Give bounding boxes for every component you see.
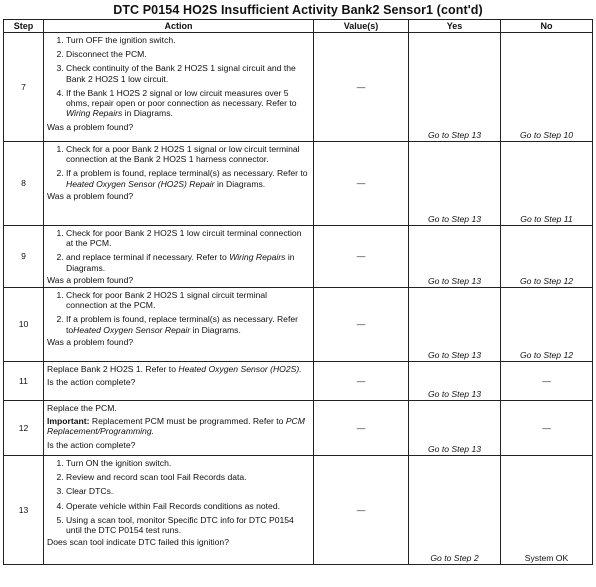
diagnostic-table (3, 19, 593, 565)
action-item: 5. Using a scan tool, monitor Specific DTC info for DTC P0154 until the DTC P0154 test runs. (66, 515, 310, 535)
page-title: DTC P0154 HO2S Insufficient Activity Bank2 Sensor1 (cont'd) (113, 3, 483, 17)
no-cell[interactable]: System OK (501, 456, 593, 565)
reference-link[interactable]: Heated Oxygen Sensor (HO2S) Repair (66, 178, 215, 189)
reference-link[interactable]: PCM Replacement/Programming. (47, 416, 305, 437)
action-cell (44, 401, 314, 456)
step-number: 9 (4, 226, 44, 288)
action-item: 3. Check continuity of the Bank 2 HO2S 1 signal circuit and the Bank 2 HO2S 1 low circuit. (66, 63, 310, 83)
action-cell (44, 362, 314, 401)
action-item (66, 88, 310, 119)
question: Was a problem found? (47, 190, 134, 201)
yes-cell[interactable]: Go to Step 13 (409, 226, 501, 288)
action-item: 3. Clear DTCs. (66, 486, 310, 496)
header-no: No (501, 20, 593, 33)
action-text: If a problem is found, replace terminal(s) as necessary. Refer to (66, 314, 298, 335)
no-cell: — (501, 401, 593, 456)
action-list (47, 35, 310, 118)
table-row (4, 288, 593, 362)
action-cell (44, 456, 314, 565)
header-step: Step (4, 20, 44, 33)
table-row (4, 142, 593, 226)
no-cell[interactable]: Go to Step 12 (501, 226, 593, 288)
important-label: Important: (47, 416, 90, 427)
question: Was a problem found? (47, 122, 134, 133)
step-number: 12 (4, 401, 44, 456)
action-text: If a problem is found, replace terminal(s) as necessary. Refer to (66, 168, 308, 179)
table-row (4, 401, 593, 456)
value-cell: — (314, 142, 409, 226)
action-cell (44, 142, 314, 226)
action-list (47, 458, 310, 535)
step-number: 11 (4, 362, 44, 401)
header-values: Value(s) (314, 20, 409, 33)
question: Was a problem found? (47, 274, 134, 285)
header-action: Action (44, 20, 314, 33)
action-item (66, 168, 310, 188)
action-item (66, 314, 310, 334)
action-text: and replace terminal if necessary. Refer to (66, 252, 230, 263)
action-item: 2. Disconnect the PCM. (66, 49, 310, 59)
reference-link[interactable]: Heated Oxygen Sensor (HO2S). (178, 364, 302, 374)
header-yes: Yes (409, 20, 501, 33)
action-item: 2. Review and record scan tool Fail Records data. (66, 472, 310, 482)
action-cell (44, 33, 314, 142)
action-item: 1. Turn ON the ignition switch. (66, 458, 310, 468)
action-item (66, 252, 310, 272)
no-cell: — (501, 362, 593, 401)
question: Is the action complete? (47, 377, 136, 388)
action-text: If the Bank 1 HO2S 2 signal or low circuit measures over 5 ohms, repair open or poor connection as necessary. Refer to (66, 87, 297, 109)
no-cell[interactable]: Go to Step 12 (501, 288, 593, 362)
action-text: in Diagrams. (122, 108, 173, 119)
yes-cell[interactable]: Go to Step 2 (409, 456, 501, 565)
yes-cell[interactable]: Go to Step 13 (409, 401, 501, 456)
action-item: 1. Check for poor Bank 2 HO2S 1 low circuit terminal connection at the PCM. (66, 228, 310, 248)
action-item: 1. Turn OFF the ignition switch. (66, 35, 310, 45)
value-cell: — (314, 288, 409, 362)
table-header (4, 20, 593, 33)
reference-link[interactable]: Wiring Repairs (66, 108, 123, 119)
yes-cell[interactable]: Go to Step 13 (409, 33, 501, 142)
reference-link[interactable]: Wiring Repairs (229, 252, 286, 263)
action-item: Replace the PCM. (47, 403, 117, 413)
no-cell[interactable]: Go to Step 11 (501, 142, 593, 226)
value-cell: — (314, 401, 409, 456)
table-row (4, 33, 593, 142)
value-cell: — (314, 33, 409, 142)
table-row (4, 456, 593, 565)
action-text: in Diagrams. (190, 324, 241, 335)
action-text: in Diagrams. (214, 178, 266, 189)
question: Is the action complete? (47, 439, 136, 450)
action-cell (44, 226, 314, 288)
table-row (4, 362, 593, 401)
action-list (47, 144, 310, 189)
step-number: 13 (4, 456, 44, 565)
value-cell: — (314, 226, 409, 288)
action-list (47, 290, 310, 335)
action-item: 1. Check for a poor Bank 2 HO2S 1 signal or low circuit terminal connection at the Bank 2 HO2S 1 harness connector. (66, 144, 310, 164)
no-cell[interactable]: Go to Step 10 (501, 33, 593, 142)
action-text: in Diagrams. (66, 252, 295, 273)
yes-cell[interactable]: Go to Step 13 (409, 142, 501, 226)
action-item: 4. Operate vehicle within Fail Records conditions as noted. (66, 501, 310, 511)
value-cell: — (314, 456, 409, 565)
important-note (47, 416, 310, 436)
action-cell (44, 288, 314, 362)
table-row (4, 226, 593, 288)
action-item: 1. Check for poor Bank 2 HO2S 1 signal circuit terminal connection at the PCM. (66, 290, 310, 310)
action-text: Replacement PCM must be programmed. Refer to (89, 416, 286, 427)
question: Was a problem found? (47, 336, 134, 347)
question: Does scan tool indicate DTC failed this ignition? (47, 537, 229, 548)
value-cell: — (314, 362, 409, 401)
yes-cell[interactable]: Go to Step 13 (409, 362, 501, 401)
reference-link[interactable]: Heated Oxygen Sensor Repair (73, 324, 191, 335)
step-number: 10 (4, 288, 44, 362)
action-item (47, 364, 310, 374)
yes-cell[interactable]: Go to Step 13 (409, 288, 501, 362)
step-number: 7 (4, 33, 44, 142)
action-text: Replace Bank 2 HO2S 1. Refer to (47, 364, 179, 374)
action-list (47, 228, 310, 273)
step-number: 8 (4, 142, 44, 226)
